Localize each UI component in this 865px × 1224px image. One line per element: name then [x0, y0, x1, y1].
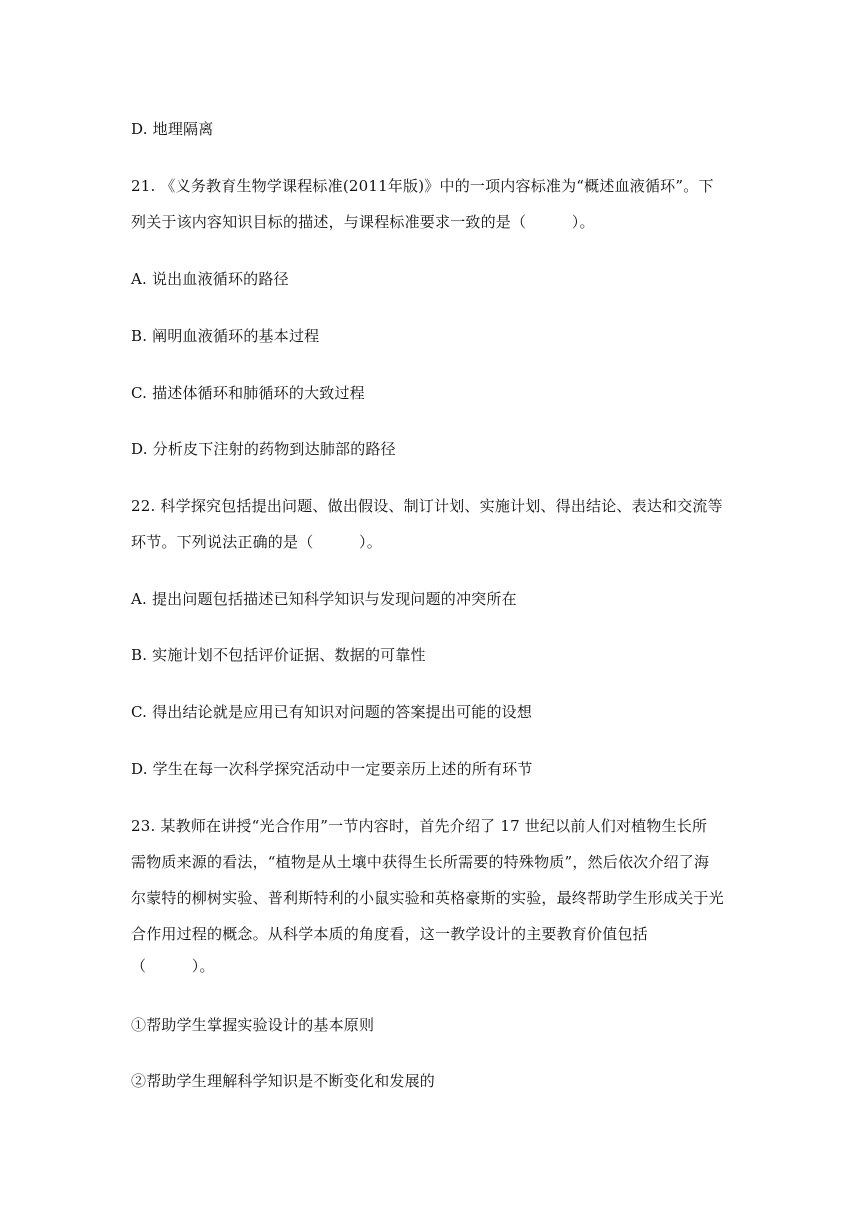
q20-option-d: D. 地理隔离 — [131, 120, 214, 138]
q21-stem-line-2: 列关于该内容知识目标的描述，与课程标准要求一致的是（ ）。 — [131, 213, 595, 231]
q21-option-c: C. 描述体循环和肺循环的大致过程 — [131, 384, 365, 402]
q23-stem-line-1: 23. 某教师在讲授“光合作用”一节内容时，首先介绍了 17 世纪以前人们对植物生长所 — [131, 817, 708, 835]
q21-option-a: A. 说出血液循环的路径 — [131, 270, 289, 288]
q22-option-a: A. 提出问题包括描述已知科学知识与发现问题的冲突所在 — [131, 590, 517, 608]
q23-stem-line-4: 合作用过程的概念。从科学本质的角度看，这一教学设计的主要教育价值包括 — [131, 925, 648, 943]
q22-stem-line-2: 环节。下列说法正确的是（ ）。 — [131, 533, 382, 551]
q23-item-2: ②帮助学生理解科学知识是不断变化和发展的 — [131, 1072, 436, 1090]
q21-option-b: B. 阐明血液循环的基本过程 — [131, 327, 320, 345]
q23-stem-line-2: 需物质来源的看法，“植物是从土壤中获得生长所需要的特殊物质”，然后依次介绍了海 — [131, 853, 710, 871]
q23-stem-line-5: （ ）。 — [131, 957, 215, 975]
q22-stem-line-1: 22. 科学探究包括提出问题、做出假设、制订计划、实施计划、得出结论、表达和交流等 — [131, 497, 723, 515]
q23-stem-line-3: 尔蒙特的柳树实验、普利斯特利的小鼠实验和英格豪斯的实验，最终帮助学生形成关于光 — [131, 889, 724, 907]
q21-stem-line-1: 21. 《义务教育生物学课程标准(2011年版)》中的一项内容标准为“概述血液循环”。下 — [131, 177, 714, 195]
q21-option-d: D. 分析皮下注射的药物到达肺部的路径 — [131, 440, 396, 458]
q22-option-b: B. 实施计划不包括评价证据、数据的可靠性 — [131, 646, 426, 664]
q23-item-1: ①帮助学生掌握实验设计的基本原则 — [131, 1016, 375, 1034]
q22-option-c: C. 得出结论就是应用已有知识对问题的答案提出可能的设想 — [131, 703, 533, 721]
q22-option-d: D. 学生在每一次科学探究活动中一定要亲历上述的所有环节 — [131, 760, 533, 778]
